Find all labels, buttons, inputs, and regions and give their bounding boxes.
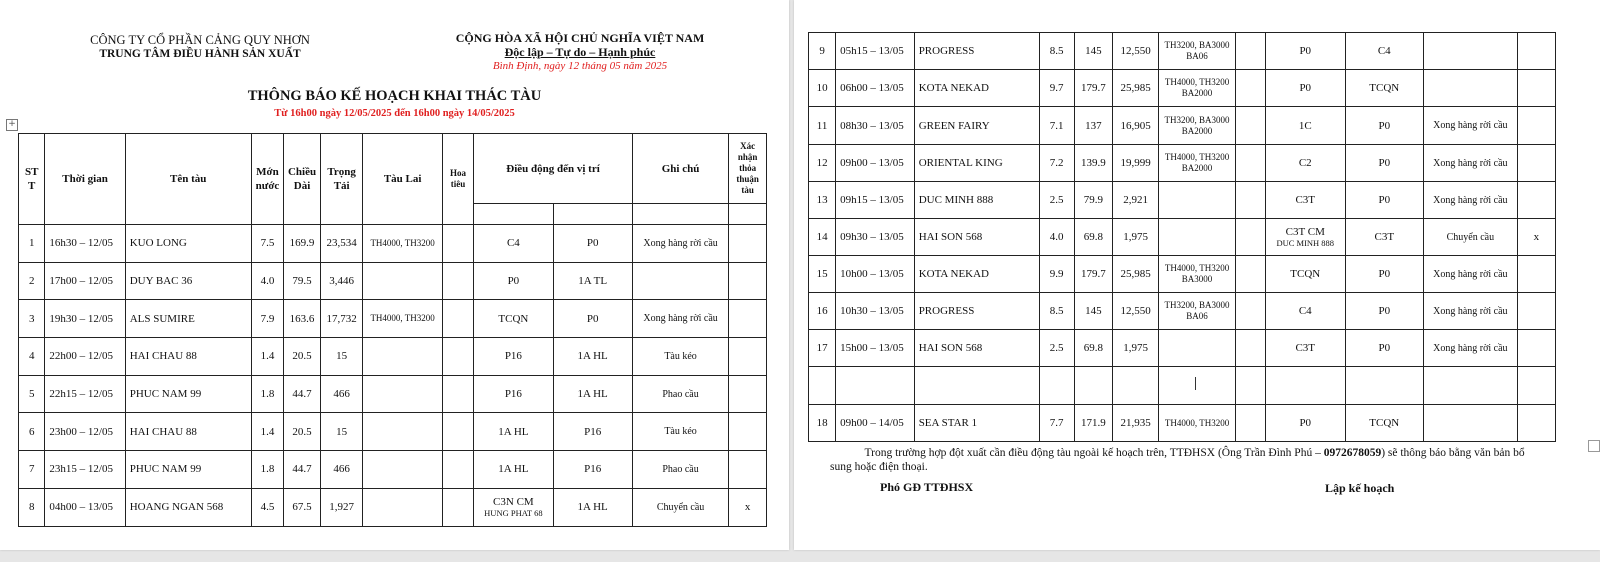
cell-length[interactable]: 67.5 <box>284 488 321 526</box>
col-header-note: Ghi chú <box>632 134 729 204</box>
cell-confirm[interactable] <box>1517 256 1555 293</box>
cell-confirm[interactable] <box>1517 405 1555 442</box>
cell-draft[interactable]: 1.8 <box>251 451 284 489</box>
signature-deputy-director: Phó GĐ TTĐHSX <box>880 480 974 494</box>
cell-time[interactable]: 05h15 – 13/05 <box>836 33 915 70</box>
national-motto: Độc lập – Tự do – Hạnh phúc <box>504 45 656 59</box>
cell-ship[interactable]: PHUC NAM 99 <box>125 451 251 489</box>
cell-pilot[interactable] <box>1235 70 1265 107</box>
cell-from[interactable]: 1A HL <box>474 413 553 451</box>
cell-pilot[interactable] <box>442 262 474 300</box>
cell-from[interactable]: P0 <box>474 262 553 300</box>
cell-stt[interactable]: 12 <box>809 145 836 182</box>
cell-length[interactable] <box>1074 367 1112 405</box>
col-header-from <box>474 204 553 225</box>
cell-draft[interactable]: 7.9 <box>251 300 284 338</box>
cell-ship[interactable]: PHUC NAM 99 <box>125 375 251 413</box>
cell-to[interactable]: P16 <box>553 413 632 451</box>
cell-time[interactable]: 17h00 – 12/05 <box>45 262 125 300</box>
table-row <box>19 451 767 489</box>
cell-time[interactable]: 04h00 – 13/05 <box>45 488 125 526</box>
cell-from[interactable]: C2 <box>1265 145 1345 182</box>
cell-stt[interactable]: 9 <box>809 33 836 70</box>
table-row <box>809 107 1556 145</box>
cell-ship[interactable]: HOANG NGAN 568 <box>125 488 251 526</box>
cell-from[interactable]: 1C <box>1265 107 1345 145</box>
center-name: TRUNG TÂM ĐIỀU HÀNH SẢN XUẤT <box>99 48 301 60</box>
col-header-time: Thời gian <box>45 134 125 225</box>
table-row <box>809 182 1556 219</box>
cell-from[interactable]: C3T <box>1265 182 1345 219</box>
table-row <box>809 70 1556 107</box>
footer-text-after: ) sẽ thông báo bằng văn bản bổ sung hoặc điện thoại. <box>830 447 1525 473</box>
cell-to[interactable]: 1A HL <box>553 375 632 413</box>
cell-pilot[interactable] <box>1235 107 1265 145</box>
cell-confirm[interactable]: x <box>729 488 767 526</box>
cell-ship[interactable]: KOTA NEKAD <box>914 70 1039 107</box>
col-header-ship: Tên tàu <box>125 134 251 225</box>
cell-pilot[interactable] <box>1235 219 1265 256</box>
table-resize-handle[interactable] <box>1588 440 1600 452</box>
cell-dwt[interactable]: 3,446 <box>320 262 363 300</box>
cell-from-main: C3N CM <box>493 496 534 509</box>
cell-stt[interactable]: 17 <box>809 330 836 367</box>
cell-confirm[interactable] <box>729 375 767 413</box>
cell-time[interactable]: 08h30 – 13/05 <box>836 107 915 145</box>
cell-tug[interactable] <box>1159 330 1236 367</box>
cell-time[interactable]: 09h00 – 14/05 <box>836 405 915 442</box>
cell-time[interactable]: 15h00 – 13/05 <box>836 330 915 367</box>
footer-text-before: Trong trường hợp đột xuất cần điều động tàu ngoài kế hoạch trên, TTĐHSX (Ông Trần Đình Phú – <box>864 447 1324 459</box>
cell-pilot[interactable] <box>1235 256 1265 293</box>
cell-note[interactable]: Xong hàng rời cầu <box>1424 182 1518 219</box>
table-header-row <box>19 134 767 204</box>
cell-draft[interactable]: 1.8 <box>251 375 284 413</box>
cell-note[interactable] <box>632 262 729 300</box>
cell-from[interactable]: C4 <box>474 225 553 263</box>
cell-note[interactable]: Xong hàng rời cầu <box>1424 145 1518 182</box>
col-header-stt: ST T <box>19 134 45 225</box>
cell-pilot[interactable] <box>442 488 474 526</box>
cell-draft[interactable]: 1.4 <box>251 413 284 451</box>
cell-draft[interactable] <box>1039 367 1074 405</box>
cell-note[interactable]: Xong hàng rời cầu <box>1424 107 1518 145</box>
signature-planner: Lập kế hoạch <box>1325 481 1395 495</box>
cell-note[interactable]: Tàu kéo <box>632 413 729 451</box>
cell-confirm[interactable] <box>729 300 767 338</box>
cell-draft[interactable]: 1.4 <box>251 338 284 376</box>
cell-time[interactable]: 23h00 – 12/05 <box>45 413 125 451</box>
cell-to[interactable]: P0 <box>1345 182 1424 219</box>
cell-note[interactable]: Tàu kéo <box>632 338 729 376</box>
cell-to[interactable]: C3T <box>1345 219 1424 256</box>
cell-note[interactable]: Phao cầu <box>632 451 729 489</box>
cell-pilot[interactable] <box>442 225 474 263</box>
cell-ship[interactable]: DUC MINH 888 <box>914 182 1039 219</box>
cell-to[interactable]: P0 <box>1345 330 1424 367</box>
table-row <box>19 225 767 263</box>
cell-confirm[interactable] <box>729 413 767 451</box>
cell-ship[interactable]: HAI SON 568 <box>914 330 1039 367</box>
cell-dwt[interactable]: 23,534 <box>320 225 363 263</box>
cell-ship[interactable]: HAI SON 568 <box>914 219 1039 256</box>
cell-pilot[interactable] <box>1235 330 1265 367</box>
cell-length[interactable]: 44.7 <box>284 375 321 413</box>
footer-phone: 0972678059 <box>1323 447 1382 459</box>
cell-dwt[interactable]: 15 <box>320 413 363 451</box>
cell-confirm[interactable] <box>1517 70 1555 107</box>
ship-plan-table-page2 <box>808 32 1556 442</box>
cell-confirm[interactable]: x <box>1517 219 1555 256</box>
col-header-move: Điều động đến vị trí <box>474 134 633 204</box>
col-header-length: Chiều Dài <box>284 134 321 225</box>
col-header-draft: Mớn nước <box>251 134 284 225</box>
cell-stt[interactable] <box>809 367 836 405</box>
cell-from[interactable] <box>474 488 553 526</box>
cell-to[interactable]: 1A HL <box>553 338 632 376</box>
cell-dwt[interactable]: 25,985 <box>1113 70 1159 107</box>
cell-confirm[interactable] <box>1517 182 1555 219</box>
table-row <box>809 367 1556 405</box>
cell-from-sub: DUC MINH 888 <box>1276 238 1335 248</box>
table-row <box>809 405 1556 442</box>
cell-dwt[interactable]: 25,985 <box>1113 256 1159 293</box>
cell-confirm[interactable] <box>729 338 767 376</box>
col-header-confirm: Xác nhận thỏa thuận tàu <box>729 134 767 204</box>
cell-ship[interactable]: KOTA NEKAD <box>914 256 1039 293</box>
cell-pilot[interactable] <box>1235 367 1265 405</box>
cell-note[interactable]: Chuyển cầu <box>1424 219 1518 256</box>
cell-stt[interactable]: 1 <box>19 225 45 263</box>
cell-pilot[interactable] <box>1235 293 1265 330</box>
cell-from[interactable]: 1A HL <box>474 451 553 489</box>
cell-to[interactable]: P0 <box>1345 107 1424 145</box>
cell-time[interactable]: 09h15 – 13/05 <box>836 182 915 219</box>
cell-ship[interactable]: SEA STAR 1 <box>914 405 1039 442</box>
cell-pilot[interactable] <box>442 338 474 376</box>
table-row <box>19 413 767 451</box>
cell-draft[interactable]: 4.0 <box>1039 219 1074 256</box>
cell-note[interactable]: Xong hàng rời cầu <box>1424 330 1518 367</box>
cell-confirm[interactable] <box>729 451 767 489</box>
cell-to[interactable]: TCQN <box>1345 405 1424 442</box>
cell-pilot[interactable] <box>442 413 474 451</box>
table-row <box>809 33 1556 70</box>
cell-to[interactable]: P0 <box>1345 293 1424 330</box>
footer-note <box>830 446 1530 474</box>
cell-stt[interactable]: 3 <box>19 300 45 338</box>
col-header-tug: Tàu Lai <box>363 134 442 225</box>
cell-note[interactable]: Xong hàng rời cầu <box>632 225 729 263</box>
table-move-handle-icon[interactable]: + <box>6 119 18 131</box>
cell-stt[interactable]: 16 <box>809 293 836 330</box>
cell-tug[interactable] <box>1159 182 1236 219</box>
table-row <box>809 256 1556 293</box>
document-date: Bình Định, ngày 12 tháng 05 năm 2025 <box>492 60 668 72</box>
document-page-1 <box>0 0 789 550</box>
cell-stt[interactable]: 14 <box>809 219 836 256</box>
cell-length[interactable]: 69.8 <box>1074 330 1112 367</box>
cell-dwt[interactable]: 12,550 <box>1113 293 1159 330</box>
cell-tug[interactable]: TH4000, TH3200 <box>363 225 442 263</box>
cell-to[interactable]: 1A TL <box>553 262 632 300</box>
table-row <box>19 488 767 526</box>
cell-tug[interactable] <box>363 375 442 413</box>
cell-time[interactable]: 09h00 – 13/05 <box>836 145 915 182</box>
table-row <box>809 145 1556 182</box>
cell-stt[interactable]: 18 <box>809 405 836 442</box>
cell-from[interactable]: TCQN <box>1265 256 1345 293</box>
cell-draft[interactable]: 4.5 <box>251 488 284 526</box>
nation-name: CỘNG HÒA XÃ HỘI CHỦ NGHĨA VIỆT NAM <box>455 31 705 45</box>
cell-from[interactable]: P0 <box>1265 405 1345 442</box>
col-header-to <box>553 204 632 225</box>
cell-ship[interactable]: KUO LONG <box>125 225 251 263</box>
cell-ship[interactable]: HAI CHAU 88 <box>125 413 251 451</box>
table-row <box>19 375 767 413</box>
cell-note[interactable] <box>1424 33 1518 70</box>
cell-from-main: C3T CM <box>1285 226 1325 238</box>
cell-time[interactable]: 23h15 – 12/05 <box>45 451 125 489</box>
cell-dwt[interactable]: 21,935 <box>1113 405 1159 442</box>
cell-pilot[interactable] <box>1235 145 1265 182</box>
table-row <box>809 293 1556 330</box>
cell-draft[interactable]: 7.7 <box>1039 405 1074 442</box>
cell-tug[interactable]: TH4000, TH3200 BA3000 <box>1159 256 1236 293</box>
cell-confirm[interactable] <box>1517 33 1555 70</box>
cell-confirm[interactable] <box>1517 330 1555 367</box>
cell-length[interactable]: 69.8 <box>1074 219 1112 256</box>
cell-confirm[interactable] <box>1517 367 1555 405</box>
cell-draft[interactable]: 2.5 <box>1039 330 1074 367</box>
cell-stt[interactable]: 5 <box>19 375 45 413</box>
cell-note[interactable] <box>1424 405 1518 442</box>
cell-dwt[interactable]: 1,975 <box>1113 330 1159 367</box>
cell-dwt[interactable]: 466 <box>320 375 363 413</box>
ship-plan-table-page1 <box>18 133 767 527</box>
cell-dwt[interactable]: 12,550 <box>1113 33 1159 70</box>
cell-note[interactable] <box>1424 70 1518 107</box>
cell-ship[interactable]: ORIENTAL KING <box>914 145 1039 182</box>
cell-draft[interactable]: 4.0 <box>251 262 284 300</box>
cell-stt[interactable]: 15 <box>809 256 836 293</box>
cell-from-sub: HUNG PHAT 68 <box>484 508 543 519</box>
cell-from[interactable] <box>1265 219 1345 256</box>
cell-length[interactable]: 20.5 <box>284 413 321 451</box>
cell-to[interactable]: 1A HL <box>553 488 632 526</box>
cell-note[interactable]: Chuyển cầu <box>632 488 729 526</box>
cell-to[interactable] <box>1345 367 1424 405</box>
col-header-pilot: Hoa tiêu <box>442 134 474 225</box>
document-period: Từ 16h00 ngày 12/05/2025 đến 16h00 ngày 14/05/2025 <box>274 108 515 119</box>
cell-dwt[interactable]: 19,999 <box>1113 145 1159 182</box>
cell-draft[interactable]: 9.9 <box>1039 256 1074 293</box>
cell-time[interactable]: 10h00 – 13/05 <box>836 256 915 293</box>
cell-dwt[interactable]: 17,732 <box>320 300 363 338</box>
cell-to[interactable]: P0 <box>1345 145 1424 182</box>
cell-tug[interactable] <box>363 451 442 489</box>
cell-note[interactable]: Xong hàng rời cầu <box>1424 293 1518 330</box>
cell-to[interactable]: C4 <box>1345 33 1424 70</box>
cell-length[interactable]: 44.7 <box>284 451 321 489</box>
cell-stt[interactable]: 8 <box>19 488 45 526</box>
table-body-page2 <box>809 33 1556 442</box>
cell-confirm[interactable] <box>1517 145 1555 182</box>
cell-draft[interactable]: 2.5 <box>1039 182 1074 219</box>
cell-ship[interactable]: PROGRESS <box>914 33 1039 70</box>
cell-ship[interactable] <box>914 367 1039 405</box>
cell-note[interactable] <box>1424 367 1518 405</box>
cell-length[interactable]: 179.7 <box>1074 256 1112 293</box>
cell-length[interactable]: 79.9 <box>1074 182 1112 219</box>
cell-stt[interactable]: 6 <box>19 413 45 451</box>
table-body-page1 <box>19 225 767 527</box>
cell-tug[interactable]: TH4000, TH3200 <box>363 300 442 338</box>
col-header-tonnage: Trọng Tải <box>320 134 363 225</box>
cell-tug[interactable] <box>363 338 442 376</box>
cell-confirm[interactable] <box>729 262 767 300</box>
cell-time[interactable]: 06h00 – 13/05 <box>836 70 915 107</box>
cell-stt[interactable]: 2 <box>19 262 45 300</box>
cell-draft[interactable]: 9.7 <box>1039 70 1074 107</box>
cell-from[interactable]: P0 <box>1265 70 1345 107</box>
cell-pilot[interactable] <box>1235 182 1265 219</box>
cell-length[interactable]: 179.7 <box>1074 70 1112 107</box>
cell-ship[interactable]: GREEN FAIRY <box>914 107 1039 145</box>
cell-from[interactable]: TCQN <box>474 300 553 338</box>
cell-tug[interactable]: TH3200, BA3000 BA2000 <box>1159 107 1236 145</box>
cell-pilot[interactable] <box>442 451 474 489</box>
table-row <box>809 330 1556 367</box>
cell-tug[interactable] <box>1159 219 1236 256</box>
table-row <box>19 338 767 376</box>
cell-stt[interactable]: 7 <box>19 451 45 489</box>
cell-from[interactable]: C3T <box>1265 330 1345 367</box>
cell-tug[interactable] <box>363 413 442 451</box>
cell-ship[interactable]: HAI CHAU 88 <box>125 338 251 376</box>
cell-dwt[interactable]: 2,921 <box>1113 182 1159 219</box>
cell-pilot[interactable] <box>1235 405 1265 442</box>
cell-from[interactable]: P16 <box>474 338 553 376</box>
table-row <box>19 300 767 338</box>
cell-confirm[interactable] <box>729 225 767 263</box>
cell-draft[interactable]: 8.5 <box>1039 33 1074 70</box>
cell-dwt[interactable]: 15 <box>320 338 363 376</box>
cell-time[interactable]: 22h15 – 12/05 <box>45 375 125 413</box>
cell-pilot[interactable] <box>442 375 474 413</box>
cell-tug[interactable]: TH4000, TH3200 BA2000 <box>1159 70 1236 107</box>
cell-pilot[interactable] <box>442 300 474 338</box>
table-row <box>809 219 1556 256</box>
cell-time[interactable]: 10h30 – 13/05 <box>836 293 915 330</box>
cell-length[interactable]: 139.9 <box>1074 145 1112 182</box>
cell-tug[interactable] <box>363 488 442 526</box>
cell-length[interactable]: 20.5 <box>284 338 321 376</box>
col-header-note-sub <box>632 204 729 225</box>
cell-draft[interactable]: 7.2 <box>1039 145 1074 182</box>
cell-to[interactable]: P16 <box>553 451 632 489</box>
table-row <box>19 262 767 300</box>
cell-ship[interactable]: ALS SUMIRE <box>125 300 251 338</box>
cell-dwt[interactable]: 1,927 <box>320 488 363 526</box>
cell-dwt[interactable] <box>1113 367 1159 405</box>
cell-stt[interactable]: 10 <box>809 70 836 107</box>
cell-note[interactable]: Xong hàng rời cầu <box>632 300 729 338</box>
cell-length[interactable]: 137 <box>1074 107 1112 145</box>
cell-ship[interactable]: PROGRESS <box>914 293 1039 330</box>
cell-from[interactable]: P0 <box>1265 33 1345 70</box>
document-title: THÔNG BÁO KẾ HOẠCH KHAI THÁC TÀU <box>247 88 542 104</box>
cell-from[interactable] <box>1265 367 1345 405</box>
cell-tug[interactable] <box>1159 367 1236 405</box>
cell-to[interactable]: P0 <box>1345 256 1424 293</box>
cell-time[interactable]: 19h30 – 12/05 <box>45 300 125 338</box>
cell-length[interactable]: 169.9 <box>284 225 321 263</box>
cell-ship[interactable]: DUY BAC 36 <box>125 262 251 300</box>
cell-time[interactable] <box>836 367 915 405</box>
cell-to[interactable]: P0 <box>553 300 632 338</box>
cell-from[interactable]: P16 <box>474 375 553 413</box>
cell-tug[interactable]: TH3200, BA3000 BA06 <box>1159 33 1236 70</box>
col-header-confirm-sub <box>729 204 767 225</box>
cell-draft[interactable]: 8.5 <box>1039 293 1074 330</box>
cell-tug[interactable]: TH4000, TH3200 BA2000 <box>1159 145 1236 182</box>
cell-time[interactable]: 22h00 – 12/05 <box>45 338 125 376</box>
cell-to[interactable]: TCQN <box>1345 70 1424 107</box>
cell-time[interactable]: 16h30 – 12/05 <box>45 225 125 263</box>
cell-dwt[interactable]: 1,975 <box>1113 219 1159 256</box>
cell-stt[interactable]: 13 <box>809 182 836 219</box>
cell-confirm[interactable] <box>1517 293 1555 330</box>
company-name: CÔNG TY CỔ PHẦN CẢNG QUY NHƠN <box>90 33 310 47</box>
cell-stt[interactable]: 11 <box>809 107 836 145</box>
cell-length[interactable]: 163.6 <box>284 300 321 338</box>
cell-stt[interactable]: 4 <box>19 338 45 376</box>
cell-tug[interactable]: TH3200, BA3000 BA06 <box>1159 293 1236 330</box>
cell-note[interactable]: Phao cầu <box>632 375 729 413</box>
cell-time[interactable]: 09h30 – 13/05 <box>836 219 915 256</box>
cell-note[interactable]: Xong hàng rời cầu <box>1424 256 1518 293</box>
cell-length[interactable]: 145 <box>1074 293 1112 330</box>
cell-length[interactable]: 145 <box>1074 33 1112 70</box>
cell-to[interactable]: P0 <box>553 225 632 263</box>
cell-length[interactable]: 171.9 <box>1074 405 1112 442</box>
company-header <box>55 33 345 61</box>
cell-confirm[interactable] <box>1517 107 1555 145</box>
cell-draft[interactable]: 7.5 <box>251 225 284 263</box>
cell-length[interactable]: 79.5 <box>284 262 321 300</box>
text-cursor <box>1195 377 1196 390</box>
cell-from[interactable]: C4 <box>1265 293 1345 330</box>
cell-tug[interactable]: TH4000, TH3200 <box>1159 405 1236 442</box>
nation-header <box>420 31 740 73</box>
cell-draft[interactable]: 7.1 <box>1039 107 1074 145</box>
cell-pilot[interactable] <box>1235 33 1265 70</box>
cell-dwt[interactable]: 16,905 <box>1113 107 1159 145</box>
cell-dwt[interactable]: 466 <box>320 451 363 489</box>
cell-tug[interactable] <box>363 262 442 300</box>
